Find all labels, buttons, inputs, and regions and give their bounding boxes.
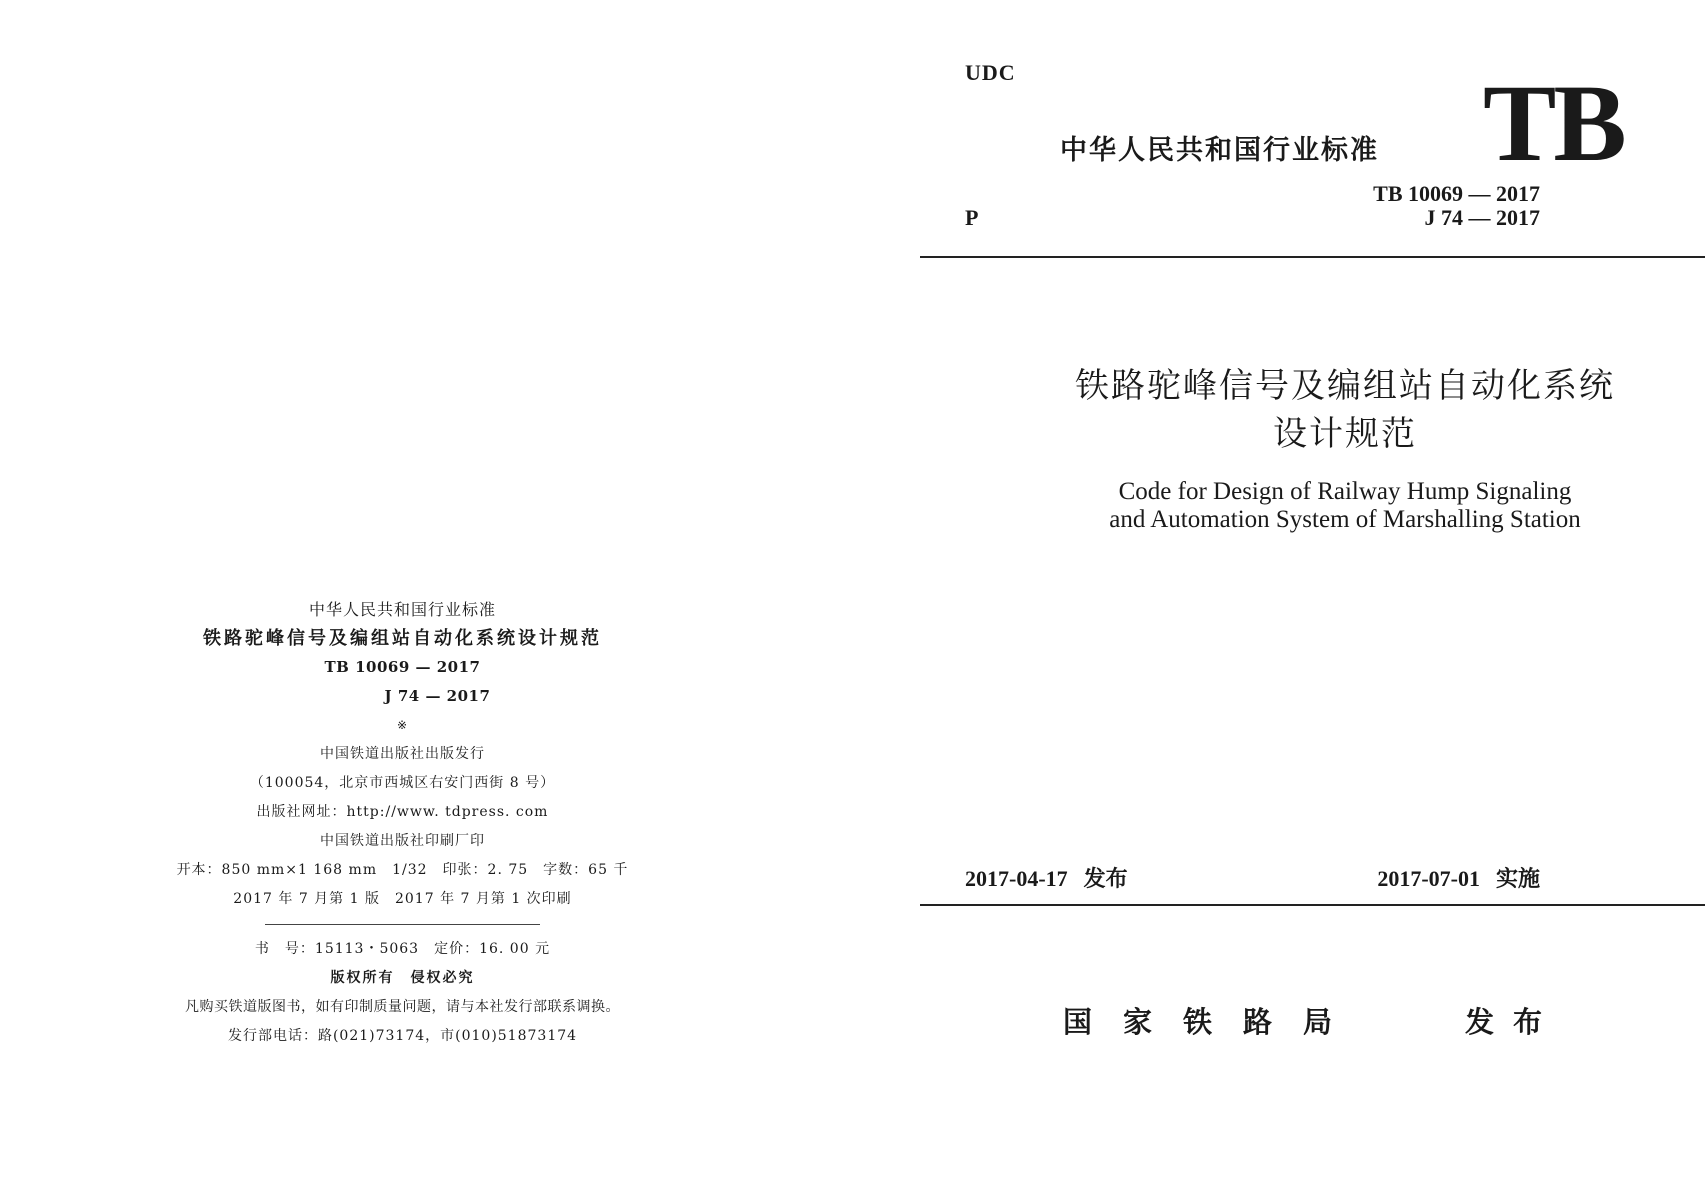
- implement-label: 实施: [1495, 867, 1540, 892]
- top-rule: [920, 256, 1705, 258]
- title-english-line1: Code for Design of Railway Hump Signaling: [1118, 478, 1572, 505]
- colophon-publisher: 中国铁道出版社出版发行: [320, 746, 485, 762]
- colophon-website: 出版社网址：http://www. tdpress. com: [256, 804, 549, 820]
- publisher-name: 国家铁路局: [1063, 1005, 1364, 1039]
- title-chinese-line1: 铁路驼峰信号及编组站自动化系统: [1075, 366, 1615, 406]
- colophon-phone: 发行部电话：路(021)73174，市(010)51873174: [227, 1028, 578, 1044]
- title-english: [1035, 478, 1655, 534]
- colophon-specs: 开本：850 mm×1 168 mm 1/32 印张：2. 75 字数：65 千: [176, 862, 629, 878]
- issue-date-block: [965, 862, 1128, 893]
- industry-standard-heading: 中华人民共和国行业标准: [1060, 135, 1379, 166]
- colophon: [140, 595, 665, 1051]
- colophon-notice: 凡购买铁道版图书，如有印制质量问题，请与本社发行部联系调换。: [185, 999, 620, 1015]
- title-english-line2: and Automation System of Marshalling Station: [1109, 506, 1581, 533]
- udc-label: UDC: [965, 60, 1016, 85]
- bottom-rule: [920, 904, 1705, 906]
- colophon-book-number: 书 号：15113・5063 定价：16. 00 元: [254, 941, 551, 957]
- publish-label: 发布: [1465, 1005, 1562, 1039]
- implement-date: 2017-07-01: [1377, 866, 1480, 891]
- implement-date-block: [1377, 862, 1540, 893]
- title-chinese: [1035, 362, 1655, 458]
- code-j: J 74 — 2017: [1424, 205, 1540, 230]
- colophon-standard-type: 中华人民共和国行业标准: [308, 600, 496, 619]
- issue-date: 2017-04-17: [965, 866, 1068, 891]
- cover-page: [920, 0, 1705, 1180]
- classification-label: P: [965, 205, 979, 230]
- colophon-printer: 中国铁道出版社印刷厂印: [320, 833, 485, 849]
- colophon-rights: 版权所有 侵权必究: [330, 970, 475, 986]
- colophon-code-j: J 74 — 2017: [384, 687, 491, 705]
- colophon-address: （100054，北京市西城区右安门西街 8 号）: [249, 775, 556, 791]
- issue-label: 发布: [1083, 867, 1128, 892]
- colophon-divider: [265, 924, 540, 925]
- colophon-title: 铁路驼峰信号及编组站自动化系统设计规范: [203, 628, 602, 649]
- standard-codes: [1373, 182, 1540, 230]
- colophon-edition: 2017 年 7 月第 1 版 2017 年 7 月第 1 次印刷: [233, 891, 572, 907]
- tb-logo: TB: [1483, 62, 1624, 184]
- title-chinese-line2: 设计规范: [1273, 414, 1417, 454]
- colophon-code-tb: TB 10069 — 2017: [324, 658, 481, 676]
- colophon-separator: ※: [396, 718, 409, 732]
- code-tb: TB 10069 — 2017: [1373, 181, 1540, 206]
